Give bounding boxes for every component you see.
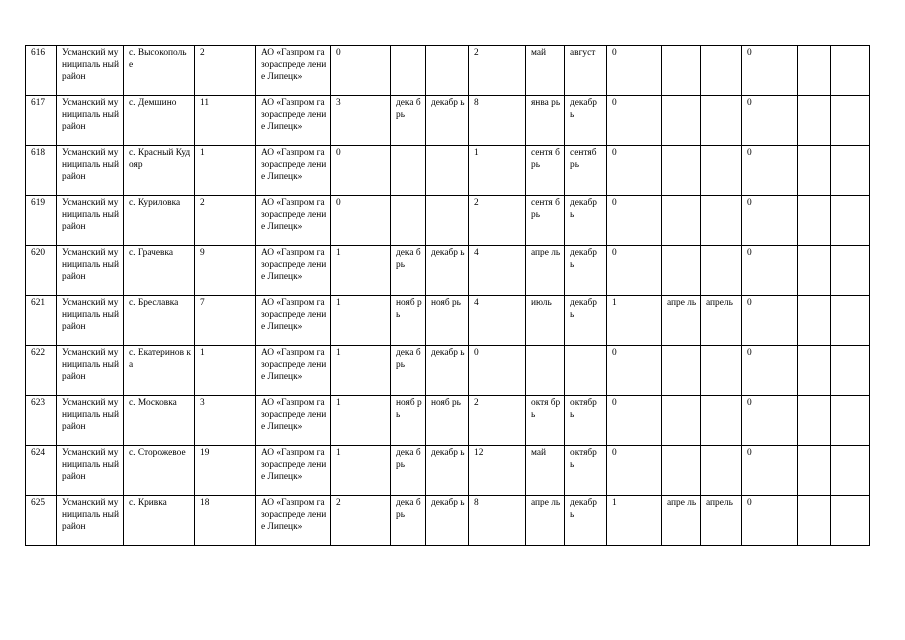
value-2-cell: 8 xyxy=(469,96,526,146)
empty-cell-1 xyxy=(798,496,831,546)
count-cell: 11 xyxy=(195,96,256,146)
value-4-cell: 0 xyxy=(742,96,798,146)
value-1-cell: 0 xyxy=(331,146,391,196)
district-cell: Усманский муниципаль ный район xyxy=(57,196,124,246)
month-2-start-cell: янва рь xyxy=(526,96,565,146)
organization-cell: АО «Газпром газораспреде ление Липецк» xyxy=(256,246,331,296)
month-1-end-cell: декабр ь xyxy=(426,346,469,396)
empty-cell-1 xyxy=(798,396,831,446)
row-number-cell: 618 xyxy=(26,146,57,196)
value-3-cell: 1 xyxy=(607,296,662,346)
month-1-start-cell: дека брь xyxy=(391,246,426,296)
month-3-end-cell xyxy=(701,46,742,96)
empty-cell-1 xyxy=(798,296,831,346)
row-number-cell: 625 xyxy=(26,496,57,546)
month-1-end-cell xyxy=(426,146,469,196)
table-row xyxy=(26,96,870,146)
value-4-cell: 0 xyxy=(742,446,798,496)
month-3-start-cell xyxy=(662,196,701,246)
month-1-start-cell: дека брь xyxy=(391,96,426,146)
month-1-start-cell xyxy=(391,196,426,246)
count-cell: 1 xyxy=(195,146,256,196)
count-cell: 18 xyxy=(195,496,256,546)
month-2-end-cell: декабр ь xyxy=(565,296,607,346)
organization-cell: АО «Газпром газораспреде ление Липецк» xyxy=(256,196,331,246)
month-1-start-cell: нояб рь xyxy=(391,296,426,346)
settlement-cell: с. Сторожевое xyxy=(124,446,195,496)
value-2-cell: 12 xyxy=(469,446,526,496)
month-2-start-cell: май xyxy=(526,46,565,96)
value-1-cell: 3 xyxy=(331,96,391,146)
month-2-end-cell: октябр ь xyxy=(565,396,607,446)
month-2-end-cell: декабр ь xyxy=(565,96,607,146)
empty-cell-2 xyxy=(831,146,870,196)
month-2-start-cell: апре ль xyxy=(526,496,565,546)
empty-cell-2 xyxy=(831,96,870,146)
empty-cell-2 xyxy=(831,196,870,246)
month-3-start-cell xyxy=(662,96,701,146)
settlement-cell: с. Бреславка xyxy=(124,296,195,346)
month-2-end-cell xyxy=(565,346,607,396)
month-2-start-cell: сентя брь xyxy=(526,196,565,246)
month-1-start-cell: нояб рь xyxy=(391,396,426,446)
district-cell: Усманский муниципаль ный район xyxy=(57,446,124,496)
row-number-cell: 622 xyxy=(26,346,57,396)
month-2-end-cell: сентяб рь xyxy=(565,146,607,196)
month-2-start-cell: октя брь xyxy=(526,396,565,446)
month-3-end-cell xyxy=(701,246,742,296)
organization-cell: АО «Газпром газораспреде ление Липецк» xyxy=(256,446,331,496)
month-3-start-cell xyxy=(662,246,701,296)
value-4-cell: 0 xyxy=(742,396,798,446)
value-2-cell: 2 xyxy=(469,396,526,446)
value-4-cell: 0 xyxy=(742,146,798,196)
value-2-cell: 0 xyxy=(469,346,526,396)
month-3-start-cell: апре ль xyxy=(662,296,701,346)
value-4-cell: 0 xyxy=(742,196,798,246)
value-4-cell: 0 xyxy=(742,296,798,346)
organization-cell: АО «Газпром газораспреде ление Липецк» xyxy=(256,396,331,446)
row-number-cell: 621 xyxy=(26,296,57,346)
month-3-end-cell xyxy=(701,146,742,196)
settlement-cell: с. Московка xyxy=(124,396,195,446)
month-2-end-cell: декабр ь xyxy=(565,496,607,546)
month-3-end-cell: апрель xyxy=(701,296,742,346)
value-2-cell: 1 xyxy=(469,146,526,196)
count-cell: 19 xyxy=(195,446,256,496)
empty-cell-2 xyxy=(831,246,870,296)
row-number-cell: 619 xyxy=(26,196,57,246)
settlement-cell: с. Кривка xyxy=(124,496,195,546)
table-row xyxy=(26,396,870,446)
empty-cell-2 xyxy=(831,446,870,496)
table-row xyxy=(26,446,870,496)
empty-cell-1 xyxy=(798,146,831,196)
value-3-cell: 0 xyxy=(607,396,662,446)
organization-cell: АО «Газпром газораспреде ление Липецк» xyxy=(256,296,331,346)
month-3-end-cell xyxy=(701,396,742,446)
district-cell: Усманский муниципаль ный район xyxy=(57,96,124,146)
organization-cell: АО «Газпром газораспреде ление Липецк» xyxy=(256,146,331,196)
settlement-cell: с. Грачевка xyxy=(124,246,195,296)
empty-cell-1 xyxy=(798,196,831,246)
value-1-cell: 1 xyxy=(331,346,391,396)
value-3-cell: 0 xyxy=(607,196,662,246)
district-cell: Усманский муниципаль ный район xyxy=(57,46,124,96)
month-1-end-cell: декабр ь xyxy=(426,96,469,146)
month-3-start-cell xyxy=(662,46,701,96)
month-1-start-cell: дека брь xyxy=(391,446,426,496)
empty-cell-2 xyxy=(831,346,870,396)
month-2-start-cell: май xyxy=(526,446,565,496)
value-2-cell: 2 xyxy=(469,46,526,96)
month-1-end-cell: нояб рь xyxy=(426,396,469,446)
empty-cell-1 xyxy=(798,246,831,296)
settlement-cell: с. Куриловка xyxy=(124,196,195,246)
value-3-cell: 0 xyxy=(607,346,662,396)
value-1-cell: 1 xyxy=(331,446,391,496)
value-1-cell: 2 xyxy=(331,496,391,546)
month-3-start-cell xyxy=(662,146,701,196)
organization-cell: АО «Газпром газораспреде ление Липецк» xyxy=(256,346,331,396)
month-1-start-cell xyxy=(391,46,426,96)
value-3-cell: 0 xyxy=(607,146,662,196)
settlement-cell: с. Екатеринов ка xyxy=(124,346,195,396)
value-3-cell: 1 xyxy=(607,496,662,546)
month-1-start-cell: дека брь xyxy=(391,346,426,396)
value-4-cell: 0 xyxy=(742,346,798,396)
count-cell: 2 xyxy=(195,196,256,246)
row-number-cell: 620 xyxy=(26,246,57,296)
value-1-cell: 0 xyxy=(331,46,391,96)
empty-cell-2 xyxy=(831,396,870,446)
value-1-cell: 1 xyxy=(331,296,391,346)
month-2-end-cell: август xyxy=(565,46,607,96)
table-row xyxy=(26,496,870,546)
value-4-cell: 0 xyxy=(742,46,798,96)
value-3-cell: 0 xyxy=(607,446,662,496)
month-1-end-cell: декабр ь xyxy=(426,246,469,296)
value-3-cell: 0 xyxy=(607,246,662,296)
month-1-end-cell xyxy=(426,196,469,246)
settlement-cell: с. Красный Кудояр xyxy=(124,146,195,196)
empty-cell-1 xyxy=(798,96,831,146)
month-1-start-cell: дека брь xyxy=(391,496,426,546)
empty-cell-1 xyxy=(798,46,831,96)
empty-cell-2 xyxy=(831,46,870,96)
count-cell: 9 xyxy=(195,246,256,296)
table-row xyxy=(26,246,870,296)
settlement-cell: с. Демшино xyxy=(124,96,195,146)
empty-cell-2 xyxy=(831,296,870,346)
empty-cell-2 xyxy=(831,496,870,546)
value-4-cell: 0 xyxy=(742,496,798,546)
empty-cell-1 xyxy=(798,346,831,396)
value-2-cell: 4 xyxy=(469,246,526,296)
organization-cell: АО «Газпром газораспреде ление Липецк» xyxy=(256,496,331,546)
month-2-end-cell: декабр ь xyxy=(565,246,607,296)
table-row xyxy=(26,196,870,246)
row-number-cell: 624 xyxy=(26,446,57,496)
month-3-start-cell xyxy=(662,446,701,496)
count-cell: 2 xyxy=(195,46,256,96)
gasification-schedule-table xyxy=(25,45,870,546)
organization-cell: АО «Газпром газораспреде ление Липецк» xyxy=(256,96,331,146)
district-cell: Усманский муниципаль ный район xyxy=(57,246,124,296)
value-1-cell: 0 xyxy=(331,196,391,246)
settlement-cell: с. Высокополь е xyxy=(124,46,195,96)
table-row xyxy=(26,296,870,346)
month-3-start-cell xyxy=(662,346,701,396)
month-1-end-cell: нояб рь xyxy=(426,296,469,346)
row-number-cell: 623 xyxy=(26,396,57,446)
organization-cell: АО «Газпром газораспреде ление Липецк» xyxy=(256,46,331,96)
value-2-cell: 2 xyxy=(469,196,526,246)
month-3-end-cell xyxy=(701,96,742,146)
value-3-cell: 0 xyxy=(607,96,662,146)
month-3-end-cell xyxy=(701,446,742,496)
table-body xyxy=(26,46,870,546)
district-cell: Усманский муниципаль ный район xyxy=(57,296,124,346)
row-number-cell: 616 xyxy=(26,46,57,96)
month-3-end-cell: апрель xyxy=(701,496,742,546)
month-1-end-cell xyxy=(426,46,469,96)
month-1-start-cell xyxy=(391,146,426,196)
month-2-end-cell: декабр ь xyxy=(565,196,607,246)
table-row xyxy=(26,346,870,396)
month-2-start-cell: июль xyxy=(526,296,565,346)
table-row xyxy=(26,146,870,196)
district-cell: Усманский муниципаль ный район xyxy=(57,496,124,546)
month-3-end-cell xyxy=(701,346,742,396)
month-3-start-cell: апре ль xyxy=(662,496,701,546)
count-cell: 7 xyxy=(195,296,256,346)
district-cell: Усманский муниципаль ный район xyxy=(57,396,124,446)
table-row xyxy=(26,46,870,96)
value-2-cell: 4 xyxy=(469,296,526,346)
value-1-cell: 1 xyxy=(331,246,391,296)
value-3-cell: 0 xyxy=(607,46,662,96)
district-cell: Усманский муниципаль ный район xyxy=(57,146,124,196)
month-2-end-cell: октябр ь xyxy=(565,446,607,496)
count-cell: 3 xyxy=(195,396,256,446)
month-3-start-cell xyxy=(662,396,701,446)
month-2-start-cell: апре ль xyxy=(526,246,565,296)
empty-cell-1 xyxy=(798,446,831,496)
month-1-end-cell: декабр ь xyxy=(426,496,469,546)
district-cell: Усманский муниципаль ный район xyxy=(57,346,124,396)
month-2-start-cell xyxy=(526,346,565,396)
month-3-end-cell xyxy=(701,196,742,246)
count-cell: 1 xyxy=(195,346,256,396)
value-1-cell: 1 xyxy=(331,396,391,446)
month-2-start-cell: сентя брь xyxy=(526,146,565,196)
value-2-cell: 8 xyxy=(469,496,526,546)
month-1-end-cell: декабр ь xyxy=(426,446,469,496)
value-4-cell: 0 xyxy=(742,246,798,296)
row-number-cell: 617 xyxy=(26,96,57,146)
